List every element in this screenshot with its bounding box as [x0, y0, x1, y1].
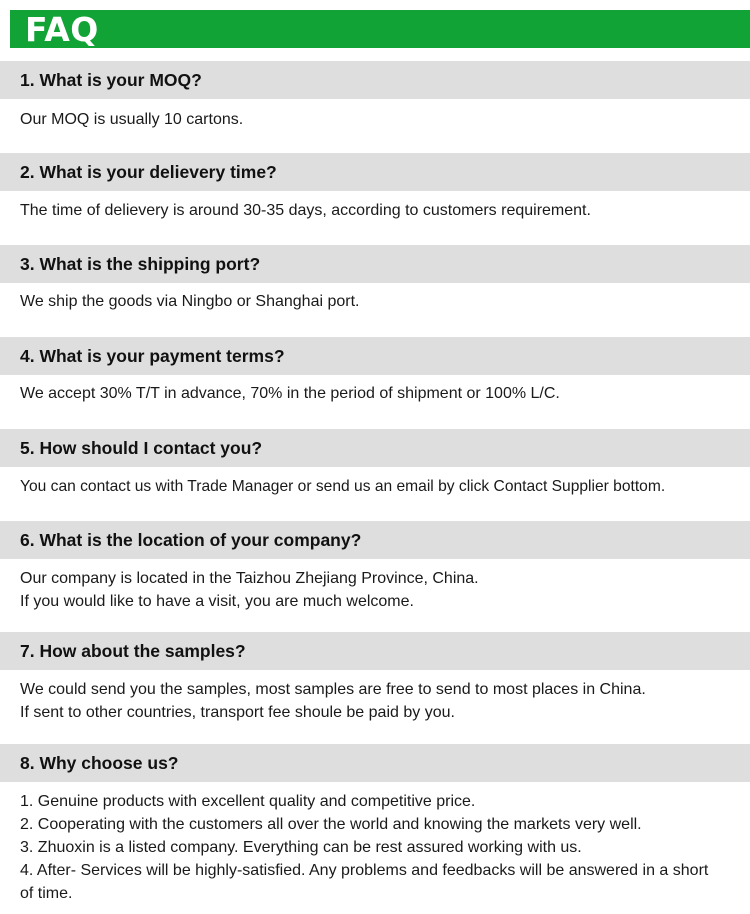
faq-question: 5. How should I contact you?	[20, 438, 263, 458]
faq-banner	[10, 10, 750, 48]
faq-answer	[20, 382, 745, 405]
faq-title: FAQ	[25, 10, 99, 49]
faq-answer	[20, 199, 745, 222]
faq-question: 2. What is your delievery time?	[20, 162, 277, 182]
faq-answer-line: Our company is located in the Taizhou Zhejiang Province, China.	[20, 570, 479, 587]
faq-question-bar	[0, 245, 750, 283]
faq-answer-line: We accept 30% T/T in advance, 70% in the period of shipment or 100% L/C.	[20, 385, 560, 402]
faq-answer-line: We could send you the samples, most samples are free to send to most places in China.	[20, 681, 646, 698]
faq-question-bar	[0, 744, 750, 782]
faq-question: 6. What is the location of your company?	[20, 530, 362, 550]
faq-question-bar	[0, 153, 750, 191]
faq-question-bar	[0, 337, 750, 375]
faq-question: 8. Why choose us?	[20, 753, 179, 773]
faq-answer	[20, 108, 745, 131]
faq-answer-line: The time of delievery is around 30-35 days, according to customers requirement.	[20, 202, 591, 219]
faq-answer	[20, 790, 720, 905]
faq-answer-line: Our MOQ is usually 10 cartons.	[20, 111, 244, 128]
faq-question: 7. How about the samples?	[20, 641, 246, 661]
faq-answer-line: You can contact us with Trade Manager or send us an email by click Contact Supplier bottom.	[20, 478, 666, 495]
faq-answer-line: 4. After- Services will be highly-satisfied. Any problems and feedbacks will be answered in a short of time.	[20, 862, 709, 902]
faq-answer-line: We ship the goods via Ningbo or Shanghai port.	[20, 293, 360, 310]
faq-answer-line: 3. Zhuoxin is a listed company. Everything can be rest assured working with us.	[20, 839, 582, 856]
faq-question: 1. What is your MOQ?	[20, 70, 202, 90]
faq-answer-line: If sent to other countries, transport fee shoule be paid by you.	[20, 704, 455, 721]
faq-question-bar	[0, 429, 750, 467]
faq-answer	[20, 290, 745, 313]
faq-answer	[20, 678, 745, 724]
faq-question: 4. What is your payment terms?	[20, 346, 285, 366]
faq-question-bar	[0, 521, 750, 559]
faq-answer	[20, 475, 748, 498]
faq-answer-line: 1. Genuine products with excellent quality and competitive price.	[20, 793, 476, 810]
faq-answer-line: 2. Cooperating with the customers all over the world and knowing the markets very well.	[20, 816, 642, 833]
faq-question-bar	[0, 61, 750, 99]
faq-question: 3. What is the shipping port?	[20, 254, 261, 274]
faq-answer-line: If you would like to have a visit, you are much welcome.	[20, 593, 414, 610]
faq-answer	[20, 567, 745, 613]
faq-question-bar	[0, 632, 750, 670]
